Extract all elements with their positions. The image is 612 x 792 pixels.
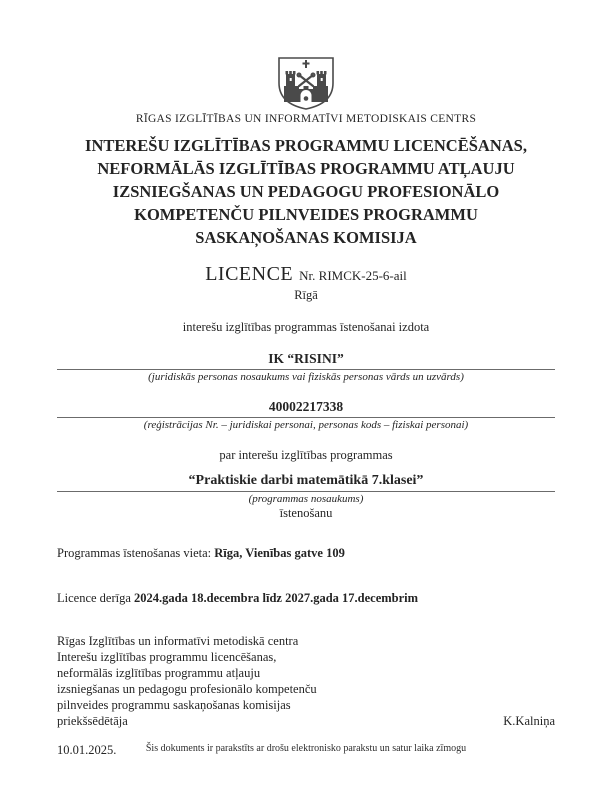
validity-value: 2024.gada 18.decembra līdz 2027.gada 17.decembrim (134, 591, 419, 605)
signature-lines (57, 633, 317, 729)
program-suffix: īstenošanu (279, 506, 333, 520)
signature-line: Interešu izglītības programmu licencēšanas, (57, 650, 277, 664)
commission-title (57, 134, 555, 249)
registration-number: 40002217338 (57, 399, 555, 418)
location-line (57, 546, 555, 561)
validity-line (57, 591, 555, 606)
signature-line: neformālās izglītības programmu atļauju (57, 666, 261, 680)
location-label: Programmas īstenošanas vieta: (57, 546, 215, 560)
commission-title-line: INTEREŠU IZGLĪTĪBAS PROGRAMMU LICENCĒŠANAS, (85, 136, 527, 155)
registration-field (57, 399, 555, 431)
holder-name: IK “RISINI” (57, 351, 555, 370)
holder-caption: (juridiskās personas nosaukums vai fiziskās personas vārds un uzvārds) (148, 371, 464, 383)
licence-number: Nr. RIMCK-25-6-ail (299, 268, 407, 283)
program-intro: par interešu izglītības programmas (219, 448, 393, 462)
commission-title-line: KOMPETENČU PILNVEIDES PROGRAMMU (134, 205, 478, 224)
organization-name: RĪGAS IZGLĪTĪBAS UN INFORMATĪVI METODISKAIS CENTRS (135, 113, 477, 125)
issued-for-line: interešu izglītības programmas īstenošanai izdota (182, 320, 430, 334)
signature-line: izsniegšanas un pedagogu profesionālo kompetenču (57, 682, 317, 696)
signature-block (57, 633, 555, 729)
commission-title-line: IZSNIEGŠANAS UN PEDAGOGU PROFESIONĀLO (112, 182, 500, 201)
licence-heading (57, 263, 555, 286)
riga-coat-of-arms-icon (273, 56, 339, 110)
e-signature-note: Šis dokuments ir parakstīts ar drošu elektronisko parakstu un satur laika zīmogu (145, 743, 467, 754)
licence-place: Rīgā (294, 288, 318, 302)
signature-line: priekšsēdētāja (57, 714, 128, 728)
holder-field (57, 351, 555, 383)
licence-label: LICENCE (205, 263, 294, 285)
document-date: 10.01.2025. (57, 743, 117, 757)
validity-label: Licence derīga (57, 591, 135, 605)
signature-line: pilnveides programmu saskaņošanas komisijas (57, 698, 291, 712)
program-name: “Praktiskie darbi matemātikā 7.klasei” (57, 473, 555, 492)
program-caption: (programmas nosaukums) (248, 493, 364, 505)
commission-title-line: SASKAŅOŠANAS KOMISIJA (195, 228, 417, 247)
commission-title-line: NEFORMĀLĀS IZGLĪTĪBAS PROGRAMMU ATĻAUJU (97, 159, 515, 178)
signer-name: K.Kalniņa (503, 714, 555, 728)
crest-container (57, 0, 555, 110)
registration-caption: (reģistrācijas Nr. – juridiskai personai, personas kods – fiziskai personai) (143, 419, 469, 431)
location-value: Rīga, Vienības gatve 109 (214, 546, 345, 560)
signature-line: Rīgas Izglītības un informatīvi metodiskā centra (57, 634, 299, 648)
